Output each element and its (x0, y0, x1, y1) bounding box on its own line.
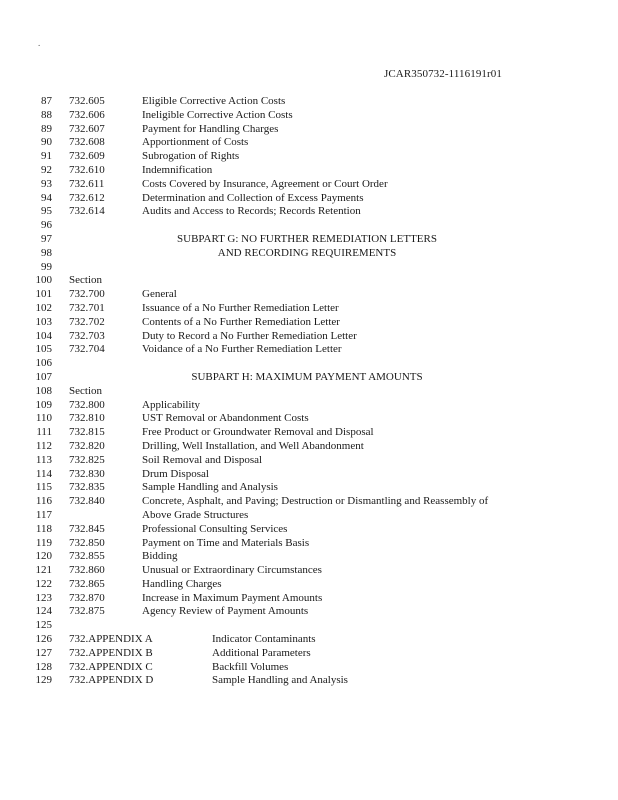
line-number: 103 (35, 315, 52, 328)
section-title: Agency Review of Payment Amounts (142, 605, 309, 618)
toc-row (0, 509, 618, 523)
line-number: 124 (35, 605, 52, 618)
section-title: Handling Charges (142, 577, 222, 590)
toc-row (0, 537, 618, 551)
section-number: 732.701 (69, 301, 105, 314)
section-title: Drum Disposal (142, 467, 209, 480)
section-title: Bidding (142, 550, 178, 563)
toc-row (0, 661, 618, 675)
toc-row (0, 385, 618, 399)
line-number: 99 (41, 260, 52, 273)
line-number: 108 (35, 384, 52, 397)
line-number: 118 (35, 522, 52, 535)
section-title: Sample Handling and Analysis (142, 481, 278, 494)
toc-row (0, 371, 618, 385)
toc-row (0, 288, 618, 302)
subpart-heading: SUBPART H: MAXIMUM PAYMENT AMOUNTS (191, 370, 423, 383)
toc-row (0, 343, 618, 357)
toc-row (0, 164, 618, 178)
section-title: Above Grade Structures (142, 508, 249, 521)
section-title: Issuance of a No Further Remediation Letter (142, 301, 339, 314)
section-number: 732.845 (69, 522, 105, 535)
line-number: 105 (35, 343, 52, 356)
section-number: 732.875 (69, 605, 105, 618)
toc-row (0, 316, 618, 330)
section-number: Section (69, 274, 102, 287)
line-number: 96 (41, 219, 52, 232)
section-number: 732.704 (69, 343, 105, 356)
section-title: Backfill Volumes (212, 660, 289, 673)
toc-row (0, 330, 618, 344)
section-title: Subrogation of Rights (142, 150, 240, 163)
section-number: 732.611 (69, 177, 105, 190)
section-title: Ineligible Corrective Action Costs (142, 108, 293, 121)
toc-row (0, 150, 618, 164)
section-title: Costs Covered by Insurance, Agreement or Court Order (142, 177, 388, 190)
section-title: Payment for Handling Charges (142, 122, 279, 135)
line-number: 100 (35, 274, 52, 287)
toc-row (0, 192, 618, 206)
section-title: Concrete, Asphalt, and Paving; Destruction or Dismantling and Reassembly of (142, 495, 489, 508)
section-title: Increase in Maximum Payment Amounts (142, 591, 323, 604)
toc-row (0, 399, 618, 413)
line-number: 122 (35, 577, 52, 590)
section-number: 732.825 (69, 453, 105, 466)
section-number: 732.860 (69, 564, 105, 577)
section-title: Drilling, Well Installation, and Well Abandonment (142, 439, 364, 452)
section-number: 732.APPENDIX B (69, 646, 153, 659)
line-number: 110 (35, 412, 52, 425)
line-number: 115 (35, 481, 52, 494)
section-title: Soil Removal and Disposal (142, 453, 263, 466)
line-number: 128 (35, 660, 52, 673)
section-title: Professional Consulting Services (142, 522, 288, 535)
line-number: 111 (36, 426, 52, 439)
section-number: 732.820 (69, 439, 105, 452)
table-of-contents (0, 95, 618, 688)
section-title: UST Removal or Abandonment Costs (142, 412, 309, 425)
section-title: Duty to Record a No Further Remediation Letter (142, 329, 357, 342)
section-number: 732.609 (69, 150, 105, 163)
section-number: 732.610 (69, 163, 105, 176)
section-title: General (142, 288, 177, 301)
line-number: 94 (41, 191, 52, 204)
toc-row (0, 440, 618, 454)
toc-row (0, 261, 618, 275)
section-title: Eligible Corrective Action Costs (142, 95, 286, 107)
section-title: Applicability (142, 398, 201, 411)
section-number: 732.702 (69, 315, 105, 328)
line-number: 92 (41, 163, 52, 176)
toc-row (0, 123, 618, 137)
line-number: 125 (35, 619, 52, 632)
line-number: 106 (35, 357, 52, 370)
section-number: 732.810 (69, 412, 105, 425)
line-number: 90 (41, 136, 52, 149)
toc-row (0, 605, 618, 619)
line-number: 101 (35, 288, 52, 301)
section-number: 732.865 (69, 577, 105, 590)
line-number: 87 (41, 95, 52, 107)
toc-row (0, 247, 618, 261)
toc-row (0, 592, 618, 606)
toc-row (0, 523, 618, 537)
line-number: 117 (35, 508, 52, 521)
line-number: 127 (35, 646, 52, 659)
toc-row (0, 647, 618, 661)
section-number: 732.605 (69, 95, 105, 107)
section-title: Unusual or Extraordinary Circumstances (142, 564, 322, 577)
section-title: Additional Parameters (212, 646, 311, 659)
section-number: 732.APPENDIX D (69, 674, 154, 687)
section-title: Determination and Collection of Excess Payments (142, 191, 364, 204)
line-number: 112 (35, 439, 52, 452)
section-title: Contents of a No Further Remediation Letter (142, 315, 340, 328)
subpart-heading: AND RECORDING REQUIREMENTS (217, 246, 397, 259)
toc-row (0, 495, 618, 509)
toc-row (0, 302, 618, 316)
section-title: Payment on Time and Materials Basis (142, 536, 310, 549)
section-number: 732.608 (69, 136, 105, 149)
line-number: 126 (35, 633, 52, 646)
page-mark: . (38, 38, 41, 48)
line-number: 121 (35, 564, 52, 577)
document-id: JCAR350732-1116191r01 (383, 68, 502, 80)
section-title: Sample Handling and Analysis (212, 674, 348, 687)
line-number: 97 (41, 232, 52, 245)
section-title: Apportionment of Costs (142, 136, 249, 149)
toc-row (0, 136, 618, 150)
line-number: 89 (41, 122, 52, 135)
toc-row (0, 426, 618, 440)
line-number: 114 (35, 467, 52, 480)
line-number: 107 (35, 370, 52, 383)
toc-row (0, 674, 618, 688)
section-number: 732.614 (69, 205, 105, 218)
line-number: 123 (35, 591, 52, 604)
toc-row (0, 178, 618, 192)
line-number: 109 (35, 398, 52, 411)
section-title: Audits and Access to Records; Records Retention (142, 205, 361, 218)
toc-row (0, 357, 618, 371)
section-title: Voidance of a No Further Remediation Letter (142, 343, 342, 356)
line-number: 120 (35, 550, 52, 563)
section-number: 732.815 (69, 426, 105, 439)
line-number: 102 (35, 301, 52, 314)
toc-row (0, 564, 618, 578)
section-number: 732.855 (69, 550, 105, 563)
toc-row (0, 633, 618, 647)
line-number: 88 (41, 108, 52, 121)
toc-row (0, 578, 618, 592)
section-number: 732.APPENDIX C (69, 660, 153, 673)
toc-row (0, 95, 618, 109)
line-number: 93 (41, 177, 52, 190)
toc-row (0, 274, 618, 288)
subpart-heading: SUBPART G: NO FURTHER REMEDIATION LETTERS (177, 232, 437, 245)
section-number: 732.606 (69, 108, 105, 121)
section-number: 732.870 (69, 591, 105, 604)
section-number: 732.APPENDIX A (69, 633, 153, 646)
section-title: Indicator Contaminants (212, 633, 316, 646)
section-number: Section (69, 384, 102, 397)
toc-row (0, 205, 618, 219)
toc-row (0, 481, 618, 495)
section-number: 732.612 (69, 191, 105, 204)
section-number: 732.703 (69, 329, 105, 342)
section-number: 732.607 (69, 122, 105, 135)
toc-row (0, 219, 618, 233)
line-number: 119 (35, 536, 52, 549)
toc-row (0, 233, 618, 247)
line-number: 104 (35, 329, 52, 342)
line-number: 95 (41, 205, 52, 218)
section-title: Free Product or Groundwater Removal and Disposal (142, 426, 374, 439)
toc-row (0, 619, 618, 633)
line-number: 116 (35, 495, 52, 508)
toc-row (0, 109, 618, 123)
line-number: 129 (35, 674, 52, 687)
section-number: 732.850 (69, 536, 105, 549)
line-number: 113 (35, 453, 52, 466)
section-number: 732.840 (69, 495, 105, 508)
toc-row (0, 412, 618, 426)
section-number: 732.800 (69, 398, 105, 411)
section-number: 732.700 (69, 288, 105, 301)
section-number: 732.830 (69, 467, 105, 480)
line-number: 91 (41, 150, 52, 163)
toc-row (0, 454, 618, 468)
toc-row (0, 468, 618, 482)
section-number: 732.835 (69, 481, 105, 494)
toc-row (0, 550, 618, 564)
section-title: Indemnification (142, 163, 213, 176)
line-number: 98 (41, 246, 52, 259)
